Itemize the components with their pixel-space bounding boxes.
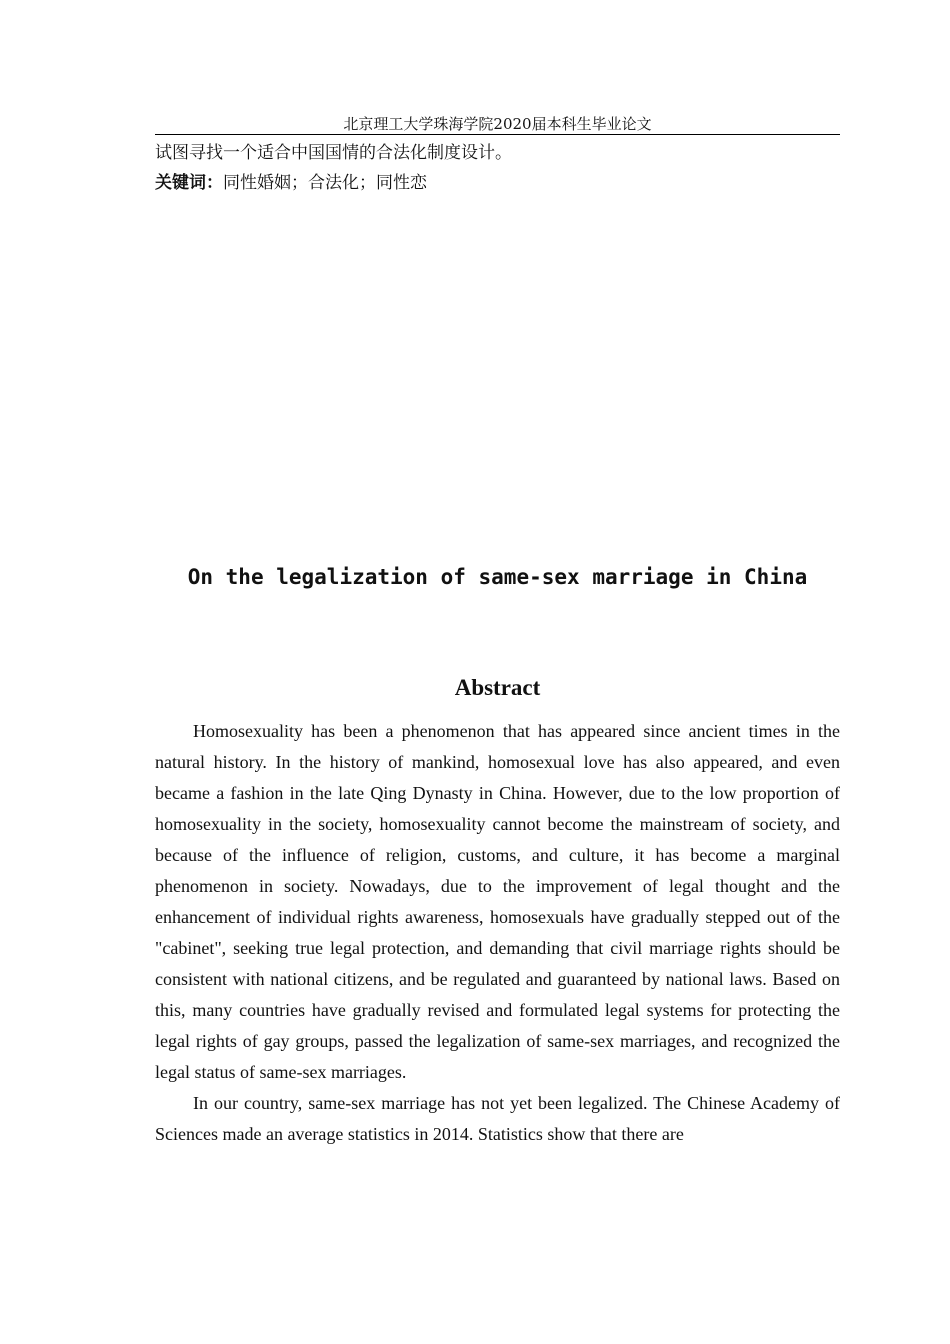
running-header: 北京理工大学珠海学院2020届本科生毕业论文 [343, 115, 652, 133]
keywords-text: 同性婚姻；合法化；同性恋 [223, 173, 427, 193]
abstract-heading: Abstract [454, 675, 541, 700]
english-title: On the legalization of same-sex marriage in China [187, 565, 808, 589]
abstract-body [155, 716, 840, 1150]
abstract-paragraph: Homosexuality has been a phenomenon that has appeared since ancient times in the natural history. In the history of mankind, homosexual love has also appeared, and even became a fashion in the late Qing Dynasty in China. However, due to the low proportion of homosexuality in the society, homosexuality cannot become the mainstream of society, and because of the influence of religion, customs, and culture, it has become a marginal phenomenon in society. Nowadays, due to the improvement of legal thought and the enhancement of individual rights awareness, homosexuals have gradually stepped out of the "cabinet", seeking true legal protection, and demanding that civil marriage rights should be consistent with national citizens, and be regulated and guaranteed by national laws. Based on this, many countries have gradually revised and formulated legal systems for protecting the legal rights of gay groups, passed the legalization of same-sex marriages, and recognized the legal status of same-sex marriages. [155, 721, 840, 1082]
chinese-keywords-line [155, 171, 840, 195]
header-rule [155, 134, 840, 135]
abstract-paragraph: In our country, same-sex marriage has not yet been legalized. The Chinese Academy of Sciences made an average statistics in 2014. Statistics show that there are [155, 1093, 840, 1144]
keywords-label: 关键词： [155, 173, 223, 193]
chinese-abstract-continuation: 试图寻找一个适合中国国情的合法化制度设计。 [155, 143, 512, 163]
